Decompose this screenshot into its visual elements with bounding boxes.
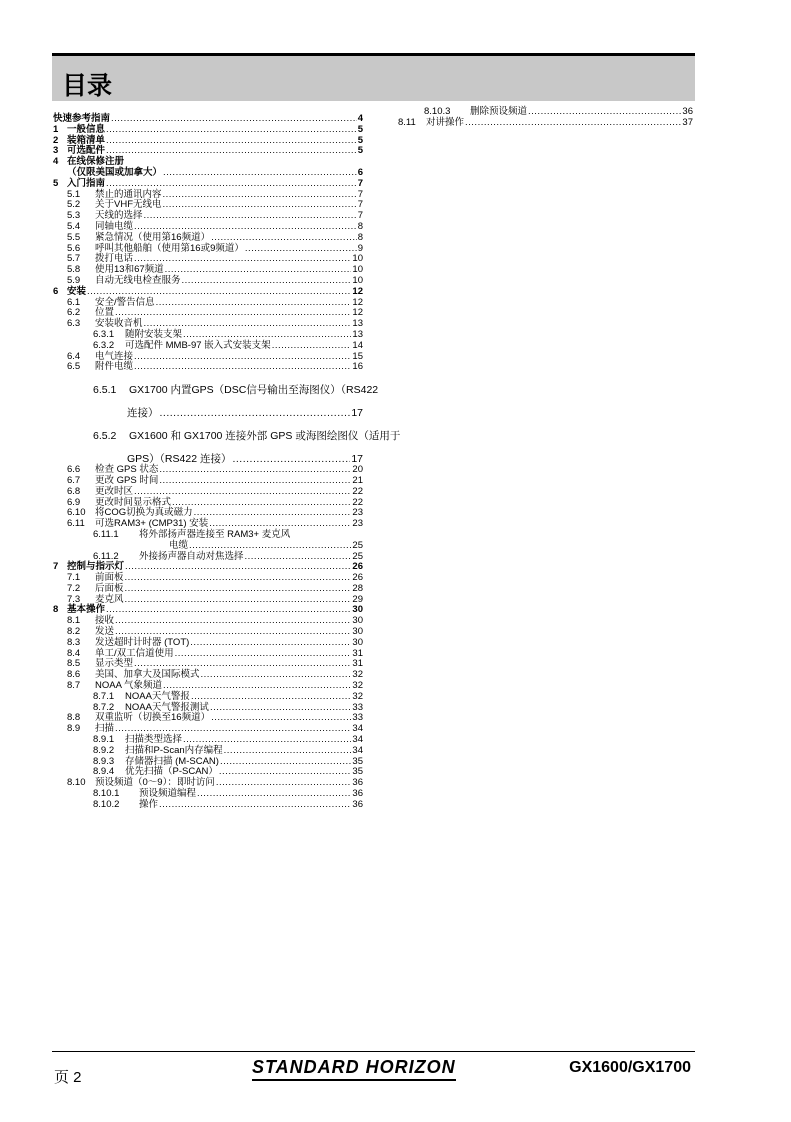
- toc-entry-number: 7.2: [67, 582, 81, 594]
- toc-header-bar: [52, 53, 695, 101]
- toc-entry-title: 扫描: [95, 723, 115, 735]
- toc-leader-dots: [159, 465, 351, 476]
- toc-entry-title: 后面板: [95, 582, 124, 594]
- toc-entry-number: 6.3.2: [93, 339, 115, 351]
- toc-entry-page: 15: [352, 350, 363, 362]
- toc-entry-number: 6.3: [67, 318, 81, 330]
- toc-entry-title: NOAA天气警报: [125, 690, 190, 702]
- toc-entry-title: 关于VHF无线电: [95, 199, 162, 211]
- toc-entry-page: 22: [352, 485, 363, 497]
- toc-entry-page: 20: [352, 464, 363, 476]
- toc-leader-dots: [211, 233, 357, 244]
- toc-entry-number: 5.2: [67, 199, 81, 211]
- toc-entry-title: 控制与指示灯: [67, 561, 125, 573]
- page-title: 目录: [62, 72, 113, 100]
- toc-entry-page: 32: [352, 680, 363, 692]
- toc-entry-page: 16: [352, 361, 363, 373]
- toc-entry-page: 37: [682, 116, 693, 128]
- toc-entry[interactable]: [53, 125, 363, 136]
- toc-entry-title: 安装: [67, 285, 87, 297]
- toc-entry[interactable]: [53, 373, 379, 397]
- toc-entry-number: 2: [53, 134, 59, 146]
- toc-entry-page: 10: [352, 253, 363, 265]
- toc-leader-dots: [163, 681, 351, 692]
- toc-entry-title: 拨打电话: [95, 253, 134, 265]
- toc-entry-number: 6.1: [67, 296, 81, 308]
- toc-entry-title: 附件电缆: [95, 361, 134, 373]
- toc-leader-dots: [106, 605, 351, 616]
- toc-entry-title: 连接）: [127, 407, 159, 420]
- toc-entry-number: 5.1: [67, 188, 81, 200]
- toc-entry-page: 25: [352, 539, 363, 551]
- toc-leader-dots: [182, 276, 352, 287]
- toc-entry[interactable]: [53, 487, 363, 498]
- toc-leader-dots: [159, 800, 351, 811]
- toc-entry-number: 6.5.2: [93, 430, 117, 443]
- toc-entry-number: 8.10.3: [424, 106, 451, 117]
- toc-entry-page: 32: [352, 690, 363, 702]
- toc-entry[interactable]: [53, 442, 363, 465]
- toc-entry-number: 8.9.2: [93, 744, 115, 756]
- toc-entry[interactable]: [53, 362, 363, 373]
- toc-entry-page: 34: [352, 723, 363, 735]
- toc-leader-dots: [125, 573, 352, 584]
- toc-entry-number: 6.4: [67, 350, 81, 362]
- toc-leader-dots: [111, 114, 357, 125]
- toc-entry-title: 随附安装支架: [125, 328, 183, 340]
- toc-entry-number: 8.4: [67, 647, 81, 659]
- toc-entry-title: 将COG切换为真或磁力: [95, 507, 193, 519]
- toc-entry-number: 5.8: [67, 264, 81, 276]
- toc-entry-page: 5: [357, 145, 363, 157]
- toc-entry-number: 8.9.1: [93, 734, 115, 746]
- toc-entry-page: 30: [352, 626, 363, 638]
- toc-entry-number: 3: [53, 145, 59, 157]
- toc-entry-page: 12: [352, 296, 363, 308]
- toc-entry-number: 8.10.1: [93, 788, 120, 800]
- toc-entry-title: 外接扬声器自动对焦选择: [139, 550, 244, 562]
- toc-entry-number: 5.3: [67, 210, 81, 222]
- toc-leader-dots: [115, 616, 351, 627]
- toc-entry-number: 6.3.1: [93, 328, 115, 340]
- toc-leader-dots: [245, 244, 357, 255]
- toc-entry[interactable]: [53, 233, 363, 244]
- toc-leader-dots: [216, 778, 352, 789]
- toc-entry-page: 7: [357, 199, 363, 211]
- toc-entry-title: 安全/警告信息: [95, 296, 155, 308]
- toc-entry-title: 入门指南: [67, 177, 106, 189]
- toc-entry-page: 30: [352, 604, 363, 616]
- toc-entry-page: 35: [352, 766, 363, 778]
- toc-entry-title: 基本操作: [67, 604, 106, 616]
- toc-entry-title: 发送超时计时器 (TOT): [95, 636, 190, 648]
- toc-left-column: [53, 113, 401, 811]
- toc-entry-page: 31: [352, 658, 363, 670]
- toc-leader-dots: [211, 713, 351, 724]
- toc-entry-title: 优先扫描（P-SCAN）: [125, 766, 218, 778]
- toc-entry-page: 30: [352, 615, 363, 627]
- toc-leader-dots: [194, 508, 352, 519]
- toc-entry[interactable]: [53, 179, 363, 190]
- toc-leader-dots: [163, 168, 357, 179]
- toc-entry-title: 前面板: [95, 572, 124, 584]
- toc-entry-title: 在线保修注册: [67, 156, 125, 168]
- toc-entry-title: 扫描和P-Scan内存编程: [125, 744, 223, 756]
- toc-leader-dots: [210, 703, 351, 714]
- toc-entry-page: 30: [352, 636, 363, 648]
- toc-entry-number: 5.9: [67, 274, 81, 286]
- toc-entry-title: 麦克风: [95, 593, 124, 605]
- toc-leader-dots: [134, 487, 351, 498]
- toc-entry-title: GX1600 和 GX1700 连接外部 GPS 或海图绘图仪（适用于: [129, 430, 401, 443]
- toc-entry-title: 发送: [95, 626, 115, 638]
- toc-entry-title: 禁止的通讯内容: [95, 188, 162, 200]
- toc-entry-title: 操作: [139, 798, 159, 810]
- toc-leader-dots: [197, 789, 351, 800]
- toc-entry[interactable]: [53, 396, 363, 419]
- toc-entry-number: 6.11.2: [93, 550, 119, 562]
- toc-entry-title: 电气连接: [95, 350, 134, 362]
- toc-entry-title: 更改时间显示格式: [95, 496, 172, 508]
- toc-entry-page: 21: [352, 474, 363, 486]
- toc-leader-dots: [106, 136, 357, 147]
- toc-entry-title: 预设频道编程: [139, 788, 197, 800]
- toc-entry[interactable]: [53, 541, 363, 552]
- toc-entry-title: 双重监听（切换至16频道）: [95, 712, 211, 724]
- toc-entry-number: 8.1: [67, 615, 81, 627]
- toc-entry-page: 13: [352, 318, 363, 330]
- toc-leader-dots: [160, 408, 351, 419]
- page-number: 页 2: [54, 1069, 82, 1086]
- toc-entry-title: GX1700 内置GPS（DSC信号输出至海图仪）（RS422: [129, 384, 379, 397]
- toc-entry-number: 6.9: [67, 496, 81, 508]
- toc-entry[interactable]: [384, 118, 693, 129]
- toc-entry-number: 8: [53, 604, 59, 616]
- toc-entry-page: 10: [352, 274, 363, 286]
- toc-entry-page: 14: [352, 339, 363, 351]
- toc-entry-title: 自动无线电检查服务: [95, 274, 181, 286]
- toc-entry-page: 34: [352, 744, 363, 756]
- toc-leader-dots: [219, 767, 352, 778]
- toc-entry-number: 5.5: [67, 231, 81, 243]
- toc-entry-page: 36: [352, 777, 363, 789]
- toc-entry-page: 26: [352, 572, 363, 584]
- toc-entry-number: 6.8: [67, 485, 81, 497]
- toc-entry-title: 可选配件 MMB-97 嵌入式安装支架: [125, 339, 271, 351]
- brand-logo: STANDARD HORIZON: [252, 1057, 456, 1081]
- toc-entry-title: 安装收音机: [95, 318, 143, 330]
- toc-entry-page: 10: [352, 264, 363, 276]
- toc-leader-dots: [172, 498, 351, 509]
- toc-leader-dots: [144, 211, 357, 222]
- toc-entry-title: 呼叫其他船舶（使用第16或9频道）: [95, 242, 244, 254]
- toc-entry-number: 8.10: [67, 777, 86, 789]
- toc-entry-page: 6: [357, 166, 363, 178]
- toc-entry-title: 删除预设频道: [470, 106, 528, 117]
- toc-entry-number: 8.5: [67, 658, 81, 670]
- toc-entry-number: 5.7: [67, 253, 81, 265]
- toc-entry-number: 6.6: [67, 464, 81, 476]
- toc-entry-number: 6.10: [67, 507, 86, 519]
- toc-entry-page: 26: [352, 561, 363, 573]
- toc-leader-dots: [189, 541, 351, 552]
- toc-entry-page: 33: [352, 712, 363, 724]
- toc-entry-page: 5: [357, 134, 363, 146]
- toc-entry-page: 17: [351, 407, 363, 420]
- toc-entry-number: 8.10.2: [93, 798, 120, 810]
- toc-leader-dots: [528, 107, 681, 118]
- toc-entry-number: 8.9: [67, 723, 81, 735]
- toc-entry-page: 36: [682, 106, 693, 117]
- toc-entry-number: 8.7.2: [93, 701, 115, 713]
- toc-entry-title: NOAA天气警报测试: [125, 701, 209, 713]
- toc-entry-title: 使用13和67频道: [95, 264, 164, 276]
- toc-entry-number: 6.5: [67, 361, 81, 373]
- toc-entry-page: 31: [352, 647, 363, 659]
- toc-leader-dots: [106, 179, 357, 190]
- toc-entry-number: 6.2: [67, 307, 81, 319]
- toc-leader-dots: [125, 584, 352, 595]
- toc-entry[interactable]: [53, 276, 363, 287]
- toc-entry-number: 7: [53, 561, 59, 573]
- toc-leader-dots: [175, 649, 352, 660]
- toc-entry[interactable]: [53, 419, 401, 443]
- toc-entry-title: 更改 GPS 时间: [95, 474, 159, 486]
- toc-entry-number: 5.4: [67, 220, 81, 232]
- toc-entry-number: 8.8: [67, 712, 81, 724]
- toc-leader-dots: [125, 562, 351, 573]
- toc-leader-dots: [245, 552, 352, 563]
- toc-entry-page: 34: [352, 734, 363, 746]
- toc-entry-page: 12: [352, 285, 363, 297]
- toc-right-column: [398, 107, 693, 129]
- toc-leader-dots: [163, 190, 357, 201]
- toc-leader-dots: [165, 265, 352, 276]
- toc-entry-title: NOAA 气象频道: [95, 680, 163, 692]
- toc-leader-dots: [191, 692, 351, 703]
- toc-entry-page: 4: [357, 113, 363, 124]
- toc-leader-dots: [106, 125, 357, 136]
- toc-entry-number: 8.7: [67, 680, 81, 692]
- toc-entry-page: 7: [357, 177, 363, 189]
- toc-entry-title: 美国、加拿大及国际模式: [95, 669, 200, 681]
- toc-leader-dots: [115, 308, 351, 319]
- toc-entry-page: 7: [357, 188, 363, 200]
- toc-entry-title: 显示类型: [95, 658, 134, 670]
- toc-entry-title: （仅限美国或加拿大）: [67, 166, 163, 178]
- toc-entry-number: 6.11: [67, 518, 85, 530]
- toc-entry-title: 可选RAM3+ (CMP31) 安装: [95, 518, 209, 530]
- toc-leader-dots: [220, 757, 351, 768]
- toc-entry-page: 33: [352, 701, 363, 713]
- toc-entry-page: 23: [352, 507, 363, 519]
- toc-entry-title: 紧急情况（使用第16频道）: [95, 231, 211, 243]
- toc-entry-page: 28: [352, 582, 363, 594]
- model-name: GX1600/GX1700: [569, 1059, 691, 1076]
- toc-entry-page: 36: [352, 798, 363, 810]
- toc-entry-number: 8.7.1: [93, 690, 115, 702]
- toc-entry-page: 29: [352, 593, 363, 605]
- toc-entry[interactable]: [53, 341, 363, 352]
- toc-entry-title: 存储器扫描 (M-SCAN): [125, 755, 219, 767]
- toc-entry-number: 8.9.4: [93, 766, 115, 778]
- toc-entry-page: 12: [352, 307, 363, 319]
- toc-entry-title: 一般信息: [67, 123, 106, 135]
- toc-entry-title: 电缆: [169, 539, 189, 551]
- toc-entry-page: 7: [357, 210, 363, 222]
- toc-leader-dots: [134, 254, 351, 265]
- toc-entry-title: 检查 GPS 状态: [95, 464, 159, 476]
- toc-entry-number: 8.2: [67, 626, 81, 638]
- toc-entry-number: 6.11.1: [93, 528, 119, 540]
- toc-entry-title: 预设频道（0～9）：即时访问: [95, 777, 215, 789]
- toc-leader-dots: [159, 476, 351, 487]
- toc-entry-number: 5: [53, 177, 59, 189]
- toc-entry-title: 对讲操作: [426, 116, 465, 128]
- toc-entry-number: 8.3: [67, 636, 81, 648]
- toc-entry-page: 25: [352, 550, 363, 562]
- toc-leader-dots: [125, 595, 352, 606]
- toc-entry-number: 7.3: [67, 593, 81, 605]
- toc-entry-page: 35: [352, 755, 363, 767]
- toc-entry-page: 17: [351, 453, 363, 466]
- toc-entry[interactable]: [53, 800, 363, 811]
- toc-entry[interactable]: [53, 530, 363, 541]
- toc-entry-number: 8.9.3: [93, 755, 115, 767]
- toc-leader-dots: [232, 454, 350, 465]
- toc-entry-title: 扫描类型选择: [125, 734, 183, 746]
- toc-entry-title: 天线的选择: [95, 210, 143, 222]
- toc-entry-page: 8: [357, 220, 363, 232]
- toc-entry-number: 7.1: [67, 572, 81, 584]
- toc-leader-dots: [465, 118, 681, 129]
- toc-entry-title: 单工/双工信道使用: [95, 647, 174, 659]
- toc-leader-dots: [163, 200, 357, 211]
- toc-entry-title: 快速参考指南: [53, 113, 111, 124]
- toc-entry-number: 4: [53, 156, 59, 168]
- toc-entry-number: 6: [53, 285, 59, 297]
- toc-entry-number: 1: [53, 123, 59, 135]
- toc-entry-title: 将外部扬声器连接至 RAM3+ 麦克风: [139, 528, 291, 540]
- toc-leader-dots: [87, 287, 351, 298]
- toc-entry-title: 同轴电缆: [95, 220, 134, 232]
- toc-leader-dots: [156, 298, 352, 309]
- toc-entry-page: 13: [352, 328, 363, 340]
- toc-entry-title: 装箱清单: [67, 134, 106, 146]
- toc-entry-page: 23: [352, 518, 363, 530]
- toc-entry-title: 位置: [95, 307, 115, 319]
- footer-divider: [52, 1051, 695, 1052]
- toc-entry-title: 可选配件: [67, 145, 106, 157]
- toc-leader-dots: [106, 146, 357, 157]
- toc-leader-dots: [201, 670, 352, 681]
- toc-entry-page: 32: [352, 669, 363, 681]
- toc-entry-title: 接收: [95, 615, 115, 627]
- toc-entry[interactable]: [53, 287, 363, 298]
- toc-leader-dots: [190, 638, 351, 649]
- toc-entry-title: GPS）（RS422 连接）: [127, 453, 232, 466]
- toc-entry-number: 6.7: [67, 474, 81, 486]
- toc-entry-page: 22: [352, 496, 363, 508]
- toc-entry-page: 36: [352, 788, 363, 800]
- toc-entry-page: 5: [357, 123, 363, 135]
- toc-entry-number: 8.11: [398, 116, 416, 128]
- toc-leader-dots: [134, 352, 351, 363]
- toc-entry-number: 8.6: [67, 669, 81, 681]
- toc-entry-page: 9: [357, 242, 363, 254]
- toc-entry-page: 8: [357, 231, 363, 243]
- toc-entry-title: 更改时区: [95, 485, 134, 497]
- toc-leader-dots: [224, 746, 352, 757]
- toc-leader-dots: [272, 341, 352, 352]
- toc-entry-number: 6.5.1: [93, 384, 117, 397]
- toc-entry-number: 5.6: [67, 242, 81, 254]
- toc-leader-dots: [134, 362, 351, 373]
